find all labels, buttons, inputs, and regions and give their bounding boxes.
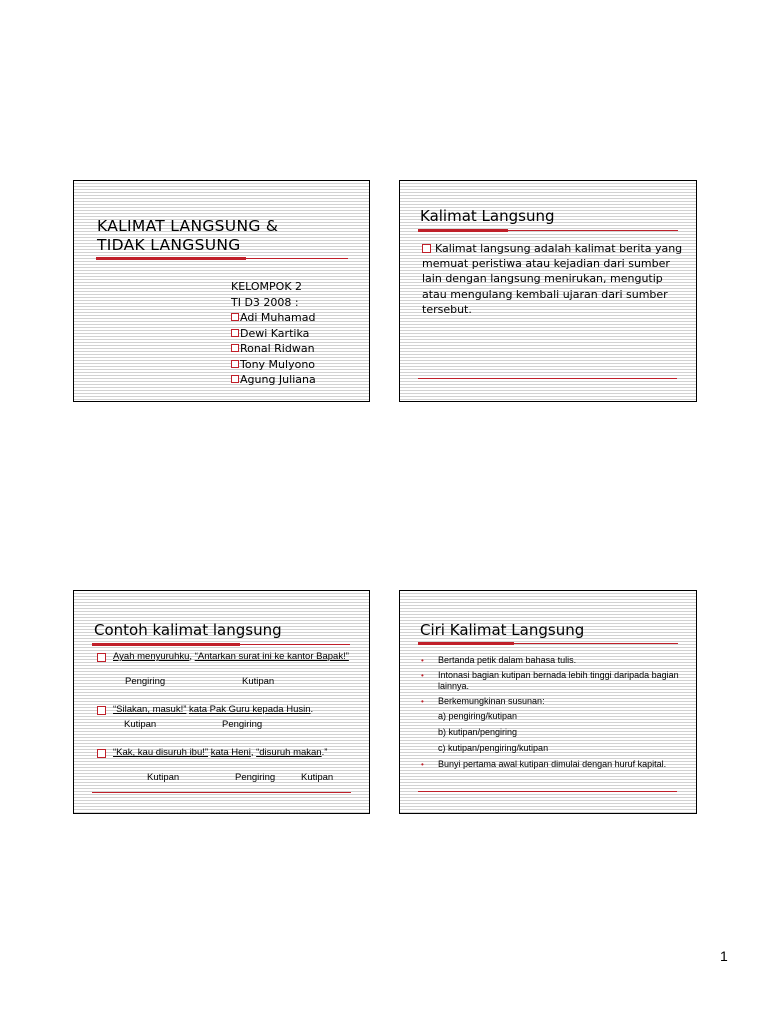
example-3-label-kutipan-2: Kutipan <box>301 772 334 783</box>
slide-examples <box>73 590 370 814</box>
bullet-icon: • <box>421 671 424 680</box>
example-2: “Silakan, masuk!” kata Pak Guru kepada Husin. <box>113 705 353 716</box>
list-item: • Bunyi pertama awal kutipan dimulai dengan huruf kapital. <box>421 759 667 769</box>
checkbox-icon <box>231 329 239 337</box>
list-item: • Berkemungkinan susunan: <box>421 696 545 706</box>
example-1: Ayah menyuruhku, “Antarkan surat ini ke kantor Bapak!” <box>113 652 353 663</box>
slide-heading: Contoh kalimat langsung <box>94 621 282 639</box>
group-info <box>231 279 316 388</box>
slide-definition <box>399 180 697 402</box>
bullet-icon: • <box>421 760 424 769</box>
slide-title-page <box>73 180 370 402</box>
example-3: “Kak, kau disuruh ibu!” kata Heni, “disuruh makan.” <box>113 748 349 759</box>
title-underline-thick <box>96 257 246 260</box>
bullet-icon: • <box>421 697 424 706</box>
checkbox-icon <box>231 313 239 321</box>
example-2-label-kutipan: Kutipan <box>124 719 157 730</box>
example-3-label-kutipan: Kutipan <box>147 772 180 783</box>
page-number: 1 <box>720 948 728 964</box>
sub-item: a) pengiring/kutipan <box>438 711 518 721</box>
member-item: Agung Juliana <box>231 372 316 388</box>
heading-underline-thick <box>418 642 514 645</box>
checkbox-icon <box>97 653 106 662</box>
member-item: Dewi Kartika <box>231 326 316 342</box>
class-label: TI D3 2008 : <box>231 295 299 309</box>
checkbox-icon <box>231 375 239 383</box>
checkbox-icon <box>97 749 106 758</box>
list-item: • Intonasi bagian kutipan bernada lebih tinggi daripada bagian lainnya. <box>421 670 679 691</box>
checkbox-icon <box>97 706 106 715</box>
group-label: KELOMPOK 2 <box>231 280 303 293</box>
heading-underline-thin <box>240 644 350 645</box>
footer-line <box>418 378 677 379</box>
slide-heading: Kalimat Langsung <box>420 207 555 225</box>
example-3-label-pengiring: Pengiring <box>235 772 276 783</box>
slide-characteristics <box>399 590 697 814</box>
characteristics-list <box>421 655 679 774</box>
heading-underline-thick <box>92 643 240 646</box>
title-underline-thin <box>246 258 348 259</box>
bullet-icon: • <box>421 656 424 665</box>
member-item: Adi Muhamad <box>231 310 316 326</box>
member-item: Tony Mulyono <box>231 357 316 373</box>
footer-line <box>418 791 677 792</box>
checkbox-icon <box>422 244 431 253</box>
definition-text: Kalimat langsung adalah kalimat berita yang memuat peristiwa atau kejadian dari sumber lain dengan langsung menirukan, mengutip atau mengulang kembali ujaran dari sumber tersebut. <box>422 242 683 316</box>
sub-item: c) kutipan/pengiring/kutipan <box>438 743 549 753</box>
example-2-label-pengiring: Pengiring <box>222 719 263 730</box>
title-line-1: KALIMAT LANGSUNG & <box>97 217 279 235</box>
slide-title <box>97 217 278 255</box>
checkbox-icon <box>231 344 239 352</box>
title-line-2: TIDAK LANGSUNG <box>97 236 241 254</box>
sub-item: b) kutipan/pengiring <box>438 727 518 737</box>
heading-underline-thin <box>514 643 678 644</box>
heading-underline-thick <box>418 229 508 232</box>
slide-heading: Ciri Kalimat Langsung <box>420 621 585 639</box>
heading-underline-thin <box>508 230 678 231</box>
example-1-label-pengiring: Pengiring <box>125 676 166 687</box>
member-item: Ronal Ridwan <box>231 341 316 357</box>
footer-line <box>92 792 351 793</box>
example-1-label-kutipan: Kutipan <box>242 676 275 687</box>
checkbox-icon <box>231 360 239 368</box>
list-item: • Bertanda petik dalam bahasa tulis. <box>421 655 577 665</box>
